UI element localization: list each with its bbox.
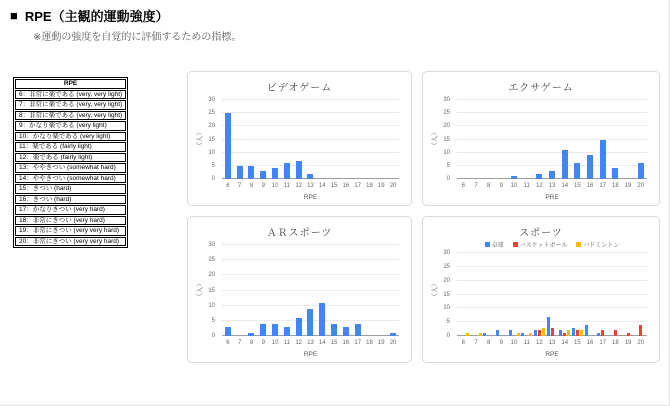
bar-group — [269, 100, 281, 179]
x-tick-label: 6 — [226, 340, 230, 346]
table-row — [15, 205, 126, 215]
x-tick-label: 20 — [637, 340, 645, 346]
bar-group — [622, 100, 635, 179]
x-tick-label: 17 — [354, 340, 361, 346]
bar-group — [352, 100, 364, 179]
bar — [483, 333, 486, 336]
x-tick-label: 6 — [226, 183, 230, 189]
bar-group — [364, 100, 376, 179]
table-row — [15, 184, 126, 194]
y-axis-label: （人） — [431, 128, 439, 149]
x-tick-label: 16 — [586, 340, 594, 346]
x-tick-label: 7 — [238, 340, 242, 346]
bar — [639, 325, 642, 336]
x-axis-ticks — [222, 340, 399, 346]
chart-title: エクサゲーム — [508, 83, 574, 94]
bar — [296, 161, 302, 179]
table-row — [15, 163, 126, 173]
bar — [466, 333, 469, 336]
y-tick-label: 30 — [443, 250, 450, 256]
x-tick-label: 19 — [377, 340, 385, 346]
bar-group — [222, 100, 234, 179]
bar-group — [281, 245, 293, 336]
x-tick-label: 19 — [624, 340, 632, 346]
x-tick-label: 12 — [295, 183, 303, 189]
table-row — [15, 216, 126, 226]
plot-area — [457, 253, 647, 336]
y-tick-label: 20 — [443, 123, 450, 130]
x-tick-label: 16 — [586, 183, 594, 189]
bar-group — [293, 100, 305, 179]
bar-group — [470, 253, 483, 336]
bar-group — [246, 100, 258, 179]
table-cell: 8：非常に楽である (very, very light) — [15, 111, 126, 121]
x-tick-label: 17 — [599, 183, 607, 189]
table-cell: 7：非常に楽である (very, very light) — [15, 100, 126, 110]
bar — [567, 330, 570, 336]
y-tick-label: 20 — [208, 272, 215, 279]
table-cell: 19：非常にきつい (very very hard) — [15, 226, 126, 236]
x-tick-label: 18 — [612, 340, 619, 346]
bar-group — [375, 245, 387, 336]
x-tick-label: 13 — [307, 183, 314, 189]
bar-group — [622, 253, 635, 336]
bar-group — [558, 253, 571, 336]
bar — [542, 328, 545, 336]
x-tick-label: 7 — [238, 183, 242, 189]
bar-group — [482, 100, 495, 179]
bar — [272, 168, 278, 179]
bar-group — [634, 253, 647, 336]
bar — [355, 324, 361, 336]
bar-group — [558, 100, 571, 179]
y-tick-label: 10 — [443, 149, 450, 156]
chart-sports — [422, 216, 660, 363]
bar-group — [257, 100, 269, 179]
bar — [597, 333, 600, 336]
bar — [225, 327, 231, 336]
table-cell: 17：かなりきつい (very hard) — [15, 205, 126, 215]
bar — [559, 330, 562, 336]
y-tick-label: 25 — [443, 263, 450, 270]
table-row — [15, 100, 126, 110]
bar — [627, 333, 630, 336]
bar-group — [328, 100, 340, 179]
x-tick-label: 12 — [536, 340, 543, 346]
x-axis-label: RPE — [545, 351, 559, 358]
bar-group — [533, 253, 546, 336]
table-row — [15, 121, 126, 131]
table-row — [15, 195, 126, 205]
plot-area — [222, 100, 399, 179]
bar-group — [520, 100, 533, 179]
table-cell: 6：非常に楽である (very, very light) — [15, 90, 126, 100]
bar-group — [571, 253, 584, 336]
x-tick-label: 17 — [599, 340, 607, 346]
chart-title: ビデオゲーム — [266, 83, 333, 94]
x-tick-label: 8 — [249, 340, 254, 346]
bar-group — [246, 245, 258, 336]
bar-group — [609, 253, 622, 336]
bar — [587, 155, 593, 179]
table-row — [15, 153, 126, 163]
x-tick-label: 15 — [330, 340, 338, 346]
y-tick-label: 25 — [443, 110, 450, 117]
y-axis-label: （人） — [196, 279, 204, 300]
table-row — [15, 237, 126, 247]
bar-group — [584, 253, 597, 336]
bar — [343, 327, 349, 336]
x-tick-label: 15 — [574, 183, 581, 189]
x-tick-label: 13 — [548, 183, 556, 189]
bar — [237, 166, 243, 179]
bars — [222, 245, 399, 336]
y-tick-label: 20 — [443, 277, 450, 284]
bar-group — [387, 245, 399, 336]
bar-group — [375, 100, 387, 179]
bar-group — [234, 100, 246, 179]
bar-group — [234, 245, 246, 336]
table-row — [15, 226, 126, 236]
bar-group — [293, 245, 305, 336]
y-tick-label: 15 — [443, 291, 450, 298]
bar-group — [546, 253, 559, 336]
bar — [248, 333, 254, 336]
bullet-square-icon: ■ — [10, 8, 18, 23]
chart-ar-sports — [187, 216, 412, 363]
bar — [521, 333, 524, 336]
y-tick-label: 0 — [446, 333, 450, 339]
rpe-scale-table — [13, 77, 128, 248]
bar — [551, 328, 554, 336]
x-tick-label: 7 — [474, 183, 478, 189]
x-axis-label: PRE — [545, 194, 559, 201]
bar-group — [316, 100, 328, 179]
bar — [319, 303, 325, 336]
y-tick-label: 15 — [443, 136, 450, 143]
y-tick-label: 5 — [446, 162, 450, 169]
x-tick-label: 7 — [474, 340, 478, 346]
table-cell: 11：楽である (fairly light) — [15, 142, 126, 152]
bar-group — [352, 245, 364, 336]
x-tick-label: 9 — [499, 183, 504, 189]
y-tick-label: 0 — [211, 176, 215, 182]
y-tick-label: 20 — [208, 123, 215, 130]
x-tick-label: 18 — [366, 340, 373, 346]
bar-group — [340, 245, 352, 336]
bar — [574, 163, 580, 179]
table-cell: 9：かなり楽である (very light) — [15, 121, 126, 131]
bar-group — [316, 245, 328, 336]
bar — [509, 330, 512, 336]
x-tick-label: 14 — [318, 183, 326, 189]
bar — [479, 333, 482, 336]
x-tick-label: 8 — [487, 340, 491, 346]
legend-label: バスケットボール — [519, 243, 568, 249]
bar — [572, 328, 575, 336]
x-tick-label: 19 — [624, 183, 632, 189]
x-axis-ticks — [457, 340, 647, 346]
bar-group — [269, 245, 281, 336]
x-tick-label: 18 — [612, 183, 619, 189]
bar-group — [340, 100, 352, 179]
bar-group — [495, 253, 508, 336]
legend-label: バドミントン — [583, 243, 620, 249]
y-tick-label: 25 — [208, 257, 215, 264]
bar — [307, 174, 313, 179]
x-tick-label: 14 — [561, 340, 569, 346]
x-tick-label: 12 — [295, 340, 303, 346]
bar — [260, 171, 266, 179]
table-row — [15, 111, 126, 121]
table-header-row — [15, 79, 126, 89]
bar-group — [305, 245, 317, 336]
y-axis-ticks — [435, 250, 453, 339]
x-axis-ticks — [457, 183, 647, 189]
y-axis-ticks — [200, 242, 218, 339]
plot-area — [222, 245, 399, 336]
x-tick-label: 11 — [523, 183, 530, 189]
bar-group — [257, 245, 269, 336]
bar — [534, 330, 537, 336]
y-axis-label: （人） — [196, 128, 204, 149]
y-axis-label: （人） — [431, 279, 439, 300]
bar — [563, 333, 566, 336]
x-tick-label: 10 — [510, 340, 518, 346]
y-tick-label: 5 — [211, 317, 215, 324]
y-tick-label: 30 — [208, 97, 215, 103]
bar-group — [222, 245, 234, 336]
bar — [511, 176, 517, 179]
y-tick-label: 10 — [208, 149, 215, 156]
x-tick-label: 11 — [283, 183, 290, 189]
x-tick-label: 9 — [261, 340, 265, 346]
bar — [536, 174, 542, 179]
y-axis-ticks — [200, 97, 218, 182]
x-tick-label: 20 — [389, 340, 397, 346]
x-tick-label: 10 — [271, 340, 279, 346]
x-tick-label: 13 — [307, 340, 314, 346]
y-tick-label: 10 — [443, 305, 450, 312]
bar-group — [387, 100, 399, 179]
x-tick-label: 14 — [318, 340, 326, 346]
x-tick-label: 6 — [461, 183, 465, 189]
bar-group — [634, 100, 647, 179]
y-tick-label: 5 — [446, 319, 450, 326]
legend-label: 卓球 — [491, 243, 504, 249]
bar — [284, 163, 290, 179]
bar — [307, 309, 313, 336]
bar — [517, 333, 520, 336]
bar-group — [584, 100, 597, 179]
bar — [547, 317, 550, 336]
bar — [225, 113, 231, 179]
bars — [457, 100, 647, 179]
y-tick-label: 30 — [208, 242, 215, 248]
x-tick-label: 10 — [271, 183, 279, 189]
y-tick-label: 30 — [443, 97, 450, 103]
x-axis-label: RPE — [303, 194, 318, 201]
x-tick-label: 20 — [637, 183, 645, 189]
y-axis-ticks — [435, 97, 453, 182]
x-tick-label: 12 — [536, 183, 543, 189]
bar — [585, 325, 588, 336]
table-row — [15, 174, 126, 184]
bar-group — [596, 253, 609, 336]
table-row — [15, 132, 126, 142]
bar-group — [305, 100, 317, 179]
bar — [390, 333, 396, 336]
bar-group — [533, 100, 546, 179]
bar — [272, 324, 278, 336]
y-tick-label: 0 — [211, 333, 215, 339]
x-tick-label: 6 — [461, 340, 465, 346]
bar-group — [328, 245, 340, 336]
bar-group — [457, 253, 470, 336]
x-tick-label: 16 — [342, 183, 350, 189]
y-tick-label: 15 — [208, 136, 215, 143]
x-tick-label: 16 — [342, 340, 350, 346]
plot-area — [457, 100, 647, 179]
bar-group — [508, 100, 521, 179]
table-cell: 15：きつい (hard) — [15, 184, 126, 194]
x-tick-label: 9 — [499, 340, 504, 346]
table-cell: 14：ややきつい (somewhat hard) — [15, 174, 126, 184]
bar-group — [546, 100, 559, 179]
bar — [614, 330, 617, 336]
y-tick-label: 0 — [446, 176, 450, 182]
bar-group — [508, 253, 521, 336]
bar — [284, 327, 290, 336]
y-tick-label: 5 — [211, 162, 215, 169]
legend-swatch-icon — [485, 242, 490, 247]
table-cell: 10：かなり楽である (very light) — [15, 132, 126, 142]
legend-item — [576, 240, 619, 249]
bar-group — [495, 100, 508, 179]
page-subtitle: ※運動の強度を自覚的に評価するための指標。 — [33, 32, 242, 43]
bar — [576, 330, 579, 336]
chart-title: スポーツ — [519, 228, 563, 239]
x-axis-label: RPE — [303, 351, 318, 358]
x-tick-label: 18 — [366, 183, 373, 189]
bar — [331, 324, 337, 336]
table-cell: 18：非常にきつい (very hard) — [15, 216, 126, 226]
table-header-cell: RPE — [15, 79, 126, 89]
table-cell: 13：ややきつい (somewhat hard) — [15, 163, 126, 173]
page-title-text: RPE（主観的運動強度） — [24, 9, 169, 24]
bar-group — [596, 100, 609, 179]
bar — [612, 168, 618, 179]
x-tick-label: 10 — [510, 183, 518, 189]
rpe-table-body — [15, 90, 126, 247]
bar — [260, 324, 266, 336]
bar — [549, 171, 555, 179]
x-tick-label: 15 — [330, 183, 338, 189]
bar — [538, 330, 541, 336]
bar — [638, 163, 644, 179]
y-tick-label: 10 — [208, 302, 215, 309]
legend-swatch-icon — [576, 242, 581, 247]
table-row — [15, 142, 126, 152]
bars — [222, 100, 399, 179]
table-row — [15, 90, 126, 100]
table-cell: 16：きつい (hard) — [15, 195, 126, 205]
x-axis-ticks — [222, 183, 399, 189]
x-tick-label: 11 — [523, 340, 530, 346]
chart-videogame — [187, 71, 412, 206]
legend-swatch-icon — [513, 242, 518, 247]
bar — [248, 166, 254, 179]
x-tick-label: 8 — [487, 183, 491, 189]
bar-group — [281, 100, 293, 179]
bar — [600, 140, 606, 180]
x-tick-label: 14 — [561, 183, 569, 189]
bar — [580, 330, 583, 336]
x-tick-label: 20 — [389, 183, 397, 189]
bar-group — [470, 100, 483, 179]
x-tick-label: 9 — [261, 183, 265, 189]
bar-group — [482, 253, 495, 336]
legend-item — [513, 240, 568, 249]
x-tick-label: 13 — [548, 340, 556, 346]
table-cell: 12：楽である (fairly light) — [15, 153, 126, 163]
bar-group — [571, 100, 584, 179]
bar — [529, 333, 532, 336]
x-tick-label: 19 — [377, 183, 385, 189]
x-tick-label: 17 — [354, 183, 361, 189]
x-tick-label: 15 — [574, 340, 581, 346]
chart-legend — [453, 240, 651, 249]
page-title — [10, 6, 169, 25]
bars — [457, 253, 647, 336]
bar — [296, 318, 302, 336]
bar-group — [520, 253, 533, 336]
bar — [562, 150, 568, 179]
bar-group — [457, 100, 470, 179]
chart-exergame — [422, 71, 660, 206]
bar-group — [364, 245, 376, 336]
bar-group — [609, 100, 622, 179]
x-tick-label: 8 — [249, 183, 254, 189]
bar — [496, 330, 499, 336]
legend-item — [485, 240, 504, 249]
y-tick-label: 15 — [208, 287, 215, 294]
bar — [601, 330, 604, 336]
chart-title: ＡＲスポーツ — [266, 228, 333, 239]
table-cell: 20：非常にきつい (very very hard) — [15, 237, 126, 247]
x-tick-label: 11 — [283, 340, 290, 346]
y-tick-label: 25 — [208, 110, 215, 117]
